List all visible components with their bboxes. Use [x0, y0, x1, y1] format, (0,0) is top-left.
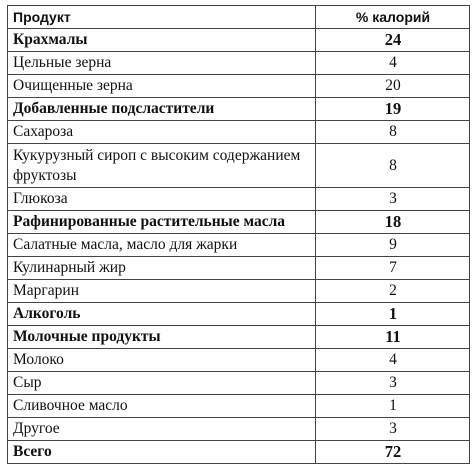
product-cell: Очищенные зерна — [8, 75, 316, 98]
calorie-percent-cell: 3 — [316, 188, 470, 211]
calorie-percent-cell: 8 — [316, 144, 470, 188]
table-row — [8, 29, 470, 52]
calorie-percent-cell: 11 — [316, 326, 470, 349]
product-cell: Кукурузный сироп с высоким содержанием фруктозы — [8, 144, 316, 188]
product-cell: Маргарин — [8, 280, 316, 303]
table-row — [8, 280, 470, 303]
table-row — [8, 372, 470, 395]
product-cell: Добавленные подсластители — [8, 98, 316, 121]
table-row — [8, 303, 470, 326]
table-row — [8, 257, 470, 280]
calorie-percent-cell: 2 — [316, 280, 470, 303]
table-row — [8, 418, 470, 441]
calorie-percent-cell: 18 — [316, 211, 470, 234]
calorie-table-container — [7, 5, 469, 464]
table-row — [8, 395, 470, 418]
calorie-percent-cell: 1 — [316, 303, 470, 326]
product-cell: Сливочное масло — [8, 395, 316, 418]
table-row — [8, 234, 470, 257]
product-cell: Молочные продукты — [8, 326, 316, 349]
calorie-table — [7, 5, 470, 464]
calorie-percent-cell: 19 — [316, 98, 470, 121]
product-cell: Салатные масла, масло для жарки — [8, 234, 316, 257]
table-row — [8, 326, 470, 349]
product-cell: Кулинарный жир — [8, 257, 316, 280]
calorie-percent-cell: 4 — [316, 349, 470, 372]
calorie-percent-cell: 3 — [316, 418, 470, 441]
calorie-percent-cell: 9 — [316, 234, 470, 257]
calorie-percent-cell: 7 — [316, 257, 470, 280]
calorie-percent-cell: 4 — [316, 52, 470, 75]
calorie-percent-cell: 1 — [316, 395, 470, 418]
table-row — [8, 52, 470, 75]
table-body — [8, 29, 470, 464]
product-cell: Алкоголь — [8, 303, 316, 326]
calorie-percent-cell: 3 — [316, 372, 470, 395]
table-row — [8, 75, 470, 98]
product-cell: Другое — [8, 418, 316, 441]
product-cell: Рафинированные растительные масла — [8, 211, 316, 234]
calorie-percent-cell: 72 — [316, 441, 470, 464]
calorie-percent-cell: 8 — [316, 121, 470, 144]
product-cell: Крахмалы — [8, 29, 316, 52]
product-cell: Сыр — [8, 372, 316, 395]
table-row — [8, 349, 470, 372]
column-header-calories-percent: % калорий — [316, 6, 470, 29]
product-cell: Всего — [8, 441, 316, 464]
table-row — [8, 144, 470, 188]
product-cell: Цельные зерна — [8, 52, 316, 75]
product-cell: Сахароза — [8, 121, 316, 144]
table-row — [8, 121, 470, 144]
product-cell: Молоко — [8, 349, 316, 372]
table-row — [8, 188, 470, 211]
column-header-product: Продукт — [8, 6, 316, 29]
calorie-percent-cell: 24 — [316, 29, 470, 52]
table-row — [8, 211, 470, 234]
table-row — [8, 98, 470, 121]
table-row — [8, 441, 470, 464]
calorie-percent-cell: 20 — [316, 75, 470, 98]
table-header-row — [8, 6, 470, 29]
product-cell: Глюкоза — [8, 188, 316, 211]
